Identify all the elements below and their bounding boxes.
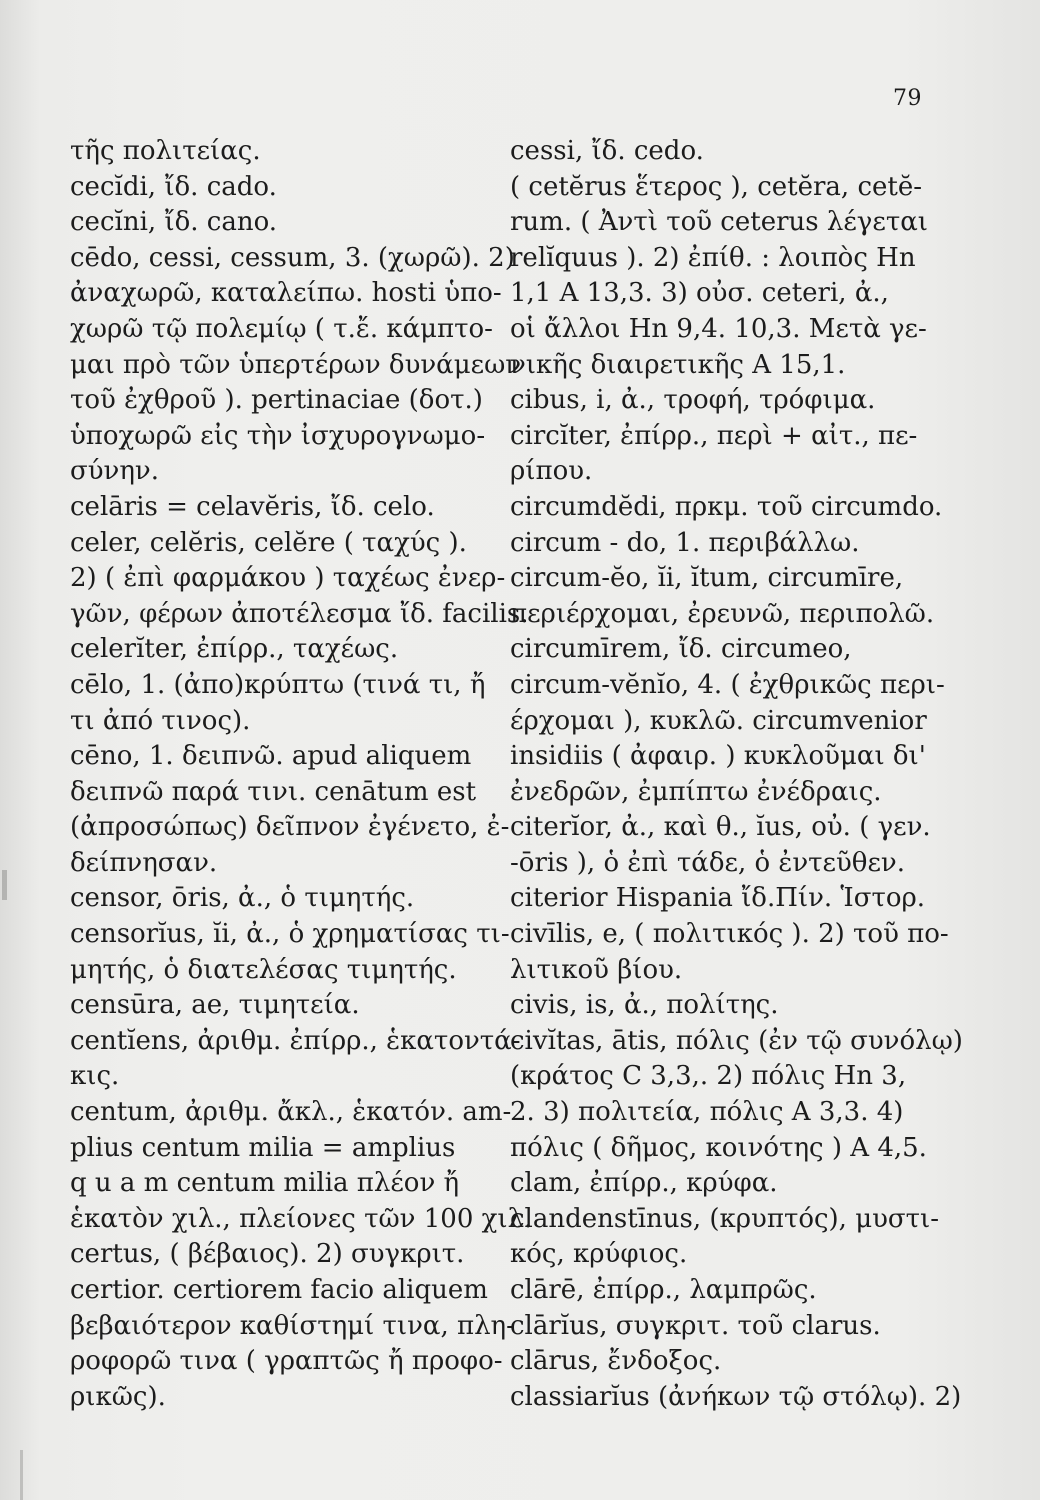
text-line: λιτικοῦ βίου. — [510, 954, 683, 985]
text-line: cēno, 1. δειπνῶ. apud aliquem — [70, 741, 472, 772]
text-line: χωρῶ τῷ πολεμίῳ ( τ.ἔ. κάμπτο- — [70, 313, 493, 344]
text-line: clārus, ἔνδοξος. — [510, 1346, 722, 1377]
text-line: centĭens, ἀριθμ. ἐπίρρ., ἑκατοντά- — [70, 1025, 521, 1056]
text-line: civis, is, ἀ., πολίτης. — [510, 990, 779, 1021]
text-line: civīlis, e, ( πολιτικός ). 2) τοῦ πο- — [510, 919, 949, 950]
text-line: περιέρχομαι, ἐρευνῶ, περιπολῶ. — [510, 598, 935, 629]
text-line: ἀναχωρῶ, καταλείπω. hosti ὑπο- — [70, 278, 502, 309]
text-line: σύνην. — [70, 456, 160, 487]
text-line: circum-ĕo, ĭi, ĭtum, circumīre, — [510, 563, 904, 594]
text-line: centum, ἀριθμ. ἄκλ., ἑκατόν. am- — [70, 1097, 512, 1128]
text-line: κις. — [70, 1061, 120, 1092]
text-line: ὑποχωρῶ εἰς τὴν ἰσχυρογνωμο- — [70, 420, 486, 451]
text-line: classiarĭus (ἀνήκων τῷ στόλῳ). 2) — [510, 1381, 962, 1412]
left-column — [70, 134, 533, 1415]
text-line: βεβαιότερον καθίστημί τινα, πλη- — [70, 1310, 515, 1341]
text-line: circumīrem, ἴδ. circumeo, — [510, 634, 852, 665]
text-line: ἐνεδρῶν, ἐμπίπτω ἐνέδραις. — [510, 776, 882, 807]
text-line: cēdo, cessi, cessum, 3. (χωρῶ). 2) — [70, 242, 515, 273]
text-line: certior. certiorem facio aliquem — [70, 1275, 488, 1305]
text-line: (κράτος C 3,3,. 2) πόλις Hn 3, — [510, 1061, 907, 1092]
text-line: celerĭter, ἐπίρρ., ταχέως. — [70, 634, 399, 665]
text-line: clārē, ἐπίρρ., λαμπρῶς. — [510, 1275, 817, 1305]
text-line: έρχομαι ), κυκλῶ. circumvenior — [510, 705, 927, 736]
text-line: circumdĕdi, πρκμ. τοῦ circumdo. — [510, 491, 943, 522]
text-line: clārĭus, συγκριτ. τοῦ clarus. — [510, 1310, 881, 1341]
text-line: celer, celĕris, celĕre ( ταχύς ). — [70, 527, 467, 558]
text-line: celāris = celavĕris, ἴδ. celo. — [70, 491, 435, 522]
text-line: censor, ōris, ἀ., ὁ τιμητής. — [70, 883, 415, 914]
text-line: cibus, i, ἀ., τροφή, τρόφιμα. — [510, 385, 876, 416]
text-line: -ōris ), ὁ ἐπὶ τάδε, ὁ ἐντεῦθεν. — [510, 847, 906, 878]
text-line: ροφορῶ τινα ( γραπτῶς ἤ προφο- — [70, 1346, 503, 1377]
text-line: τοῦ ἐχθροῦ ). pertinaciae (δοτ.) — [70, 385, 483, 416]
text-line: plius centum milia = amplius — [70, 1132, 456, 1163]
text-line: ἑκατὸν χιλ., πλείονες τῶν 100 χιλ. — [70, 1203, 533, 1234]
text-line: insidiis ( ἀφαιρ. ) κυκλοῦμαι δι' — [510, 741, 926, 772]
text-line: rum. ( Ἀντὶ τοῦ ceterus λέγεται — [510, 207, 928, 238]
text-line: circum - do, 1. περιβάλλω. — [510, 527, 860, 558]
text-line: ρίπου. — [510, 456, 593, 487]
text-line: 2) ( ἐπὶ φαρμάκου ) ταχέως ἐνερ- — [70, 563, 506, 594]
text-line: οἱ ἄλλοι Hn 9,4. 10,3. Μετὰ γε- — [510, 313, 927, 344]
text-line: q u a m centum milia πλέον ἤ — [70, 1168, 460, 1199]
text-line: 1,1 A 13,3. 3) οὐσ. ceteri, ἀ., — [510, 278, 889, 309]
text-line: clam, ἐπίρρ., κρύφα. — [510, 1168, 778, 1199]
text-line: cecĭdi, ἴδ. cado. — [70, 171, 277, 202]
text-line: μαι πρὸ τῶν ὑπερτέρων δυνάμεων — [70, 349, 522, 380]
text-line: ( cetĕrus ἕτερος ), cetĕra, cetĕ- — [510, 171, 923, 202]
page-number: 79 — [893, 86, 922, 111]
text-line: μητής, ὁ διατελέσας τιμητής. — [70, 954, 457, 985]
text-line: cēlo, 1. (ἀπο)κρύπτω (τινά τι, ἤ — [70, 669, 486, 700]
scan-bottom-mark — [20, 1450, 23, 1500]
text-line: cecĭni, ἴδ. cano. — [70, 207, 278, 238]
text-line: censorĭus, ĭi, ἀ., ὁ χρηματίσας τι- — [70, 919, 510, 950]
text-line: κός, κρύφιος. — [510, 1239, 688, 1270]
text-line: citerior Hispania ἴδ.Πίν. Ἱστορ. — [510, 883, 926, 914]
text-line: πόλις ( δῆμος, κοινότης ) A 4,5. — [510, 1132, 927, 1163]
text-line: (ἀπροσώπως) δεῖπνον ἐγένετο, ἐ- — [70, 812, 510, 843]
text-line: cessi, ἴδ. cedo. — [510, 136, 704, 166]
text-line: citerĭor, ἀ., καὶ θ., ĭus, οὐ. ( γεν. — [510, 812, 931, 843]
text-line: νικῆς διαιρετικῆς A 15,1. — [510, 349, 846, 380]
right-column — [510, 134, 963, 1415]
text-line: δείπνησαν. — [70, 847, 218, 878]
text-line: γῶν, φέρων ἀποτέλεσμα ἴδ. facilis. — [70, 598, 529, 629]
text-line: civĭtas, ātis, πόλις (ἐν τῷ συνόλῳ) — [510, 1025, 963, 1056]
scan-edge-mark — [2, 870, 7, 900]
text-line: relĭquus ). 2) ἐπίθ. : λοιπὸς Hn — [510, 242, 916, 273]
text-line: certus, ( βέβαιος). 2) συγκριτ. — [70, 1239, 465, 1270]
text-line: τῆς πολιτείας. — [70, 136, 261, 166]
text-line: 2. 3) πολιτεία, πόλις A 3,3. 4) — [510, 1097, 904, 1128]
text-line: clandenstīnus, (κρυπτός), μυστι- — [510, 1203, 940, 1234]
text-line: ρικῶς). — [70, 1381, 166, 1412]
text-line: circum-vĕnĭo, 4. ( ἐχθρικῶς περι- — [510, 669, 945, 700]
text-line: circĭter, ἐπίρρ., περὶ + αἰτ., πε- — [510, 420, 918, 451]
text-line: τι ἀπό τινος). — [70, 705, 251, 736]
text-line: δειπνῶ παρά τινι. cenātum est — [70, 776, 477, 807]
text-line: censūra, ae, τιμητεία. — [70, 990, 360, 1021]
